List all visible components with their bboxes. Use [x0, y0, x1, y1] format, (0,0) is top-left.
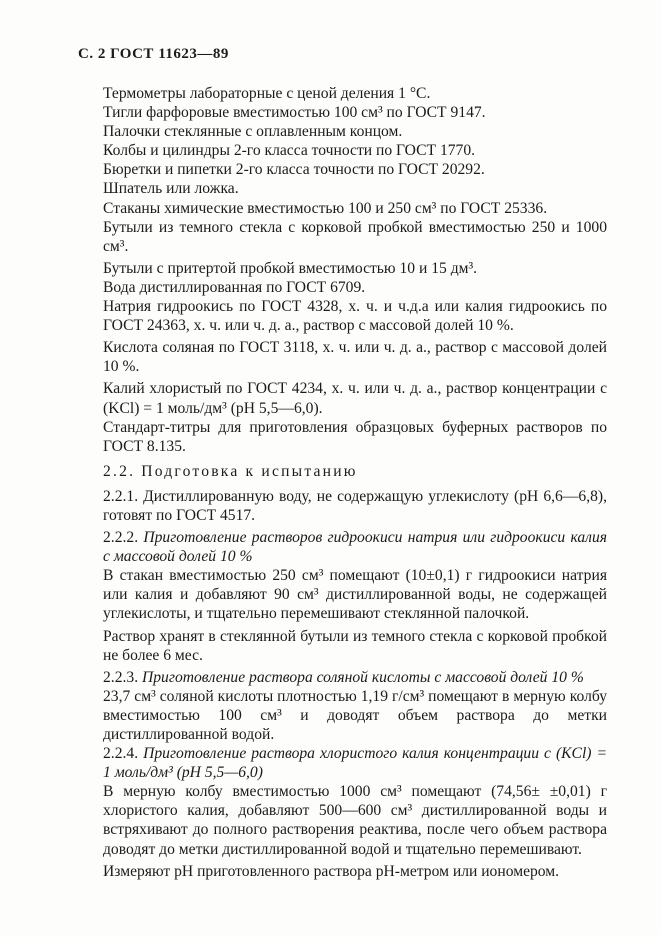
text-line: Шпатель или ложка.	[103, 180, 239, 198]
text-line: Вода дистиллированная по ГОСТ 6709.	[103, 278, 366, 296]
paragraph-2-2-3-heading	[103, 668, 607, 687]
text-line: Натрия гидроокись по ГОСТ 4328, х. ч. и ч.д.а или калия гидроокись по ГОСТ 24363, х. ч. или ч. д. а., раствор с массовой долей 10 %.	[103, 298, 607, 335]
clause-title: Приготовление раствора хлористого калия концентрации с (KCl) = 1 моль/дм³ (pH 5,5—6,0)	[103, 745, 608, 782]
page-header: С. 2 ГОСТ 11623—89	[78, 46, 229, 62]
paragraph-2-2-4-a: В мерную колбу вместимостью 1000 см³ помещают (74,56± ±0,01) г хлористого калия, добавляют 500—600 см³ дистиллированной воды и встряхивают до полного растворения реактива, после чего объем раствора доводят до метки дистиллированной водой и тщательно перемешивают.	[103, 783, 607, 858]
clause-title: Приготовление растворов гидроокиси натрия или гидроокиси калия с массовой долей 10 %	[103, 529, 608, 566]
clause-number: 2.2.2.	[103, 529, 139, 547]
text-line: Палочки стеклянные с оплавленным концом.	[103, 123, 403, 141]
clause-title: Приготовление раствора соляной кислоты с массовой долей 10 %	[142, 668, 584, 686]
paragraph-2-2-2-heading	[103, 528, 607, 566]
paragraph-2-2-2-a: В стакан вместимостью 250 см³ помещают (10±0,1) г гидроокиси натрия или калия и добавляют 90 см³ дистиллированной воды, не содержащей углекислоты, и тщательно перемешивают стеклянной палочкой.	[103, 567, 607, 623]
text-line: Колбы и цилиндры 2-го класса точности по ГОСТ 1770.	[103, 142, 476, 160]
paragraph-2-2-4-b: Измеряют pH приготовленного раствора pH-метром или иономером.	[103, 862, 560, 880]
paragraph-2-2-2-b: Раствор хранят в стеклянной бутыли из темного стекла с корковой пробкой не более 6 мес.	[103, 627, 607, 664]
paragraph-2-2-4-heading	[103, 744, 607, 782]
section-heading: 2.2. Подготовка к испытанию	[103, 462, 358, 480]
text-line: Кислота соляная по ГОСТ 3118, х. ч. или ч. д. а., раствор с массовой долей 10 %.	[103, 339, 607, 376]
text-line: Бюретки и пипетки 2-го класса точности по ГОСТ 20292.	[103, 161, 485, 179]
text-line: Термометры лабораторные с ценой деления 1 °С.	[103, 85, 431, 102]
clause-number: 2.2.4.	[103, 745, 139, 763]
text-line: Стандарт-титры для приготовления образцовых буферных растворов по ГОСТ 8.135.	[103, 418, 607, 455]
paragraph-2-2-1: 2.2.1. Дистиллированную воду, не содержащую углекислоту (pH 6,6—6,8), готовят по ГОСТ 4517.	[103, 487, 607, 524]
text-line: Бутыли из темного стекла с корковой пробкой вместимостью 250 и 1000 см³.	[103, 218, 607, 255]
text-line: Бутыли с притертой пробкой вместимостью 10 и 15 дм³.	[103, 259, 478, 277]
text-line: Тигли фарфоровые вместимостью 100 см³ по ГОСТ 9147.	[103, 104, 486, 122]
paragraph-2-2-3-a: 23,7 см³ соляной кислоты плотностью 1,19 г/см³ помещают в мерную колбу вместимостью 100 см³ и доводят объем раствора до метки дистиллированной водой.	[103, 687, 607, 743]
document-body	[103, 84, 607, 881]
text-line: Калий хлористый по ГОСТ 4234, х. ч. или ч. д. а., раствор концентрации с (KCl) = 1 моль/дм³ (pH 5,5—6,0).	[103, 380, 607, 417]
clause-number: 2.2.3.	[103, 668, 139, 686]
text-line: Стаканы химические вместимостью 100 и 250 см³ по ГОСТ 25336.	[103, 199, 548, 217]
